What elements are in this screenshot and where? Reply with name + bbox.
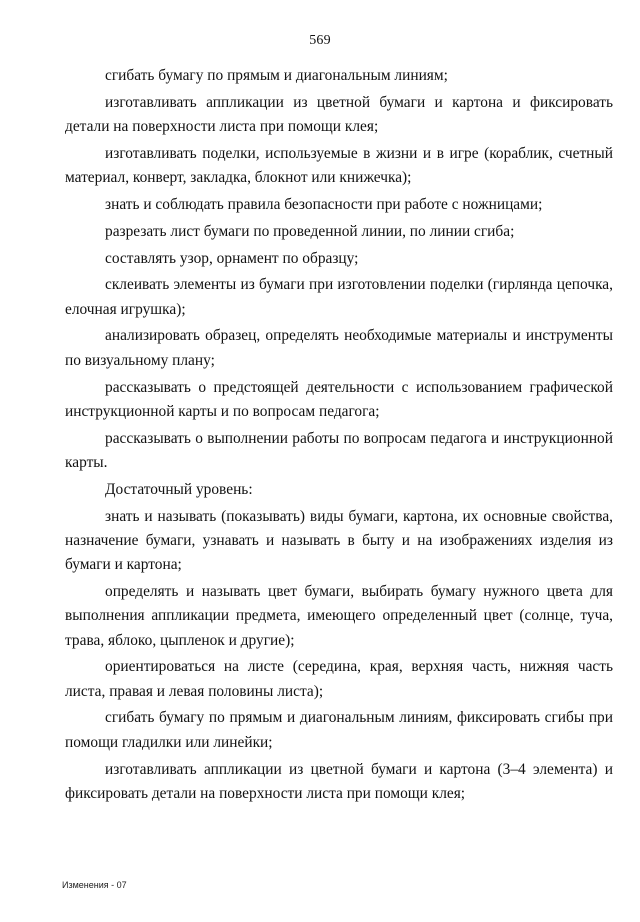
section-heading: Достаточный уровень: bbox=[105, 480, 253, 498]
list-item: анализировать образец, определять необходимые материалы и инструменты по визуальному плану; bbox=[65, 327, 613, 369]
list-item: ориентироваться на листе (середина, края, верхняя часть, нижняя часть листа, правая и левая половины листа); bbox=[65, 658, 613, 700]
list-item: сгибать бумагу по прямым и диагональным линиям, фиксировать сгибы при помощи гладилки или линейки; bbox=[65, 709, 613, 751]
list-item: составлять узор, орнамент по образцу; bbox=[105, 249, 359, 267]
list-item: изготавливать поделки, используемые в жизни и в игре (кораблик, счетный материал, конверт, закладка, блокнот или книжечка); bbox=[65, 144, 613, 187]
list-item: знать и называть (показывать) виды бумаги, картона, их основные свойства, назначение бумаги, узнавать и называть в быту и на изображениях изделия из бумаги и картона; bbox=[65, 507, 613, 574]
list-item: рассказывать о предстоящей деятельности с использованием графической инструкционной карты и по вопросам педагога; bbox=[65, 378, 613, 420]
page-number: 569 bbox=[309, 33, 331, 48]
list-item: изготавливать аппликации из цветной бумаги и картона и фиксировать детали на поверхности листа при помощи клея; bbox=[65, 93, 613, 136]
list-item: изготавливать аппликации из цветной бумаги и картона (3–4 элемента) и фиксировать детали на поверхности листа при помощи клея; bbox=[65, 760, 613, 802]
page-footer: Изменения - 07 bbox=[62, 880, 127, 890]
document-body bbox=[65, 64, 613, 809]
list-item: определять и называть цвет бумаги, выбирать бумагу нужного цвета для выполнения аппликации предмета, имеющего определенный цвет (солнце, туча, трава, яблоко, цыпленок и другие); bbox=[65, 582, 613, 649]
list-item: сгибать бумагу по прямым и диагональным линиям; bbox=[105, 67, 448, 84]
list-item: склеивать элементы из бумаги при изготовлении поделки (гирлянда цепочка, елочная игрушка); bbox=[65, 276, 613, 318]
list-item: знать и соблюдать правила безопасности при работе с ножницами; bbox=[105, 195, 543, 213]
list-item: рассказывать о выполнении работы по вопросам педагога и инструкционной карты. bbox=[65, 429, 613, 471]
list-item: разрезать лист бумаги по проведенной линии, по линии сгиба; bbox=[105, 222, 515, 240]
